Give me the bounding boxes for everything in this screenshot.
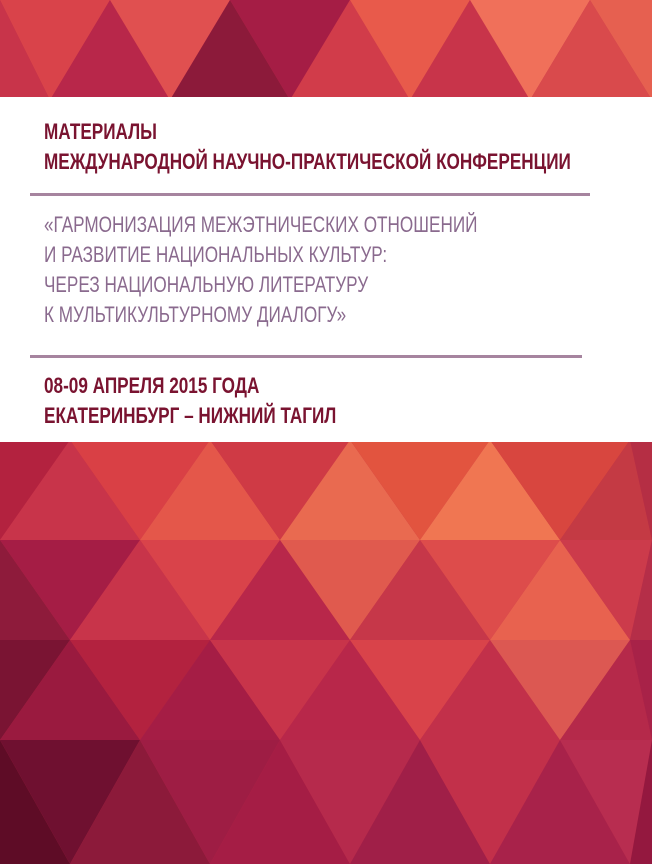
divider-top [30,193,590,196]
theme-line: К МУЛЬТИКУЛЬТУРНОМУ ДИАЛОГУ» [44,302,347,327]
conference-theme [44,210,478,330]
event-dates: 08-09 АПРЕЛЯ 2015 ГОДА [44,373,260,398]
title-line: МЕЖДУНАРОДНОЙ НАУЧНО-ПРАКТИЧЕСКОЙ КОНФЕРЕНЦИИ [44,149,571,174]
title-line: МАТЕРИАЛЫ [44,119,157,144]
event-info [44,371,336,431]
theme-line: «ГАРМОНИЗАЦИЯ МЕЖЭТНИЧЕСКИХ ОТНОШЕНИЙ [44,212,478,237]
divider-bottom [30,355,582,358]
conference-title [44,117,571,177]
title-panel [0,97,652,442]
theme-line: И РАЗВИТИЕ НАЦИОНАЛЬНЫХ КУЛЬТУР: [44,242,388,267]
event-place: ЕКАТЕРИНБУРГ – НИЖНИЙ ТАГИЛ [44,403,337,428]
theme-line: ЧЕРЕЗ НАЦИОНАЛЬНУЮ ЛИТЕРАТУРУ [44,272,369,297]
